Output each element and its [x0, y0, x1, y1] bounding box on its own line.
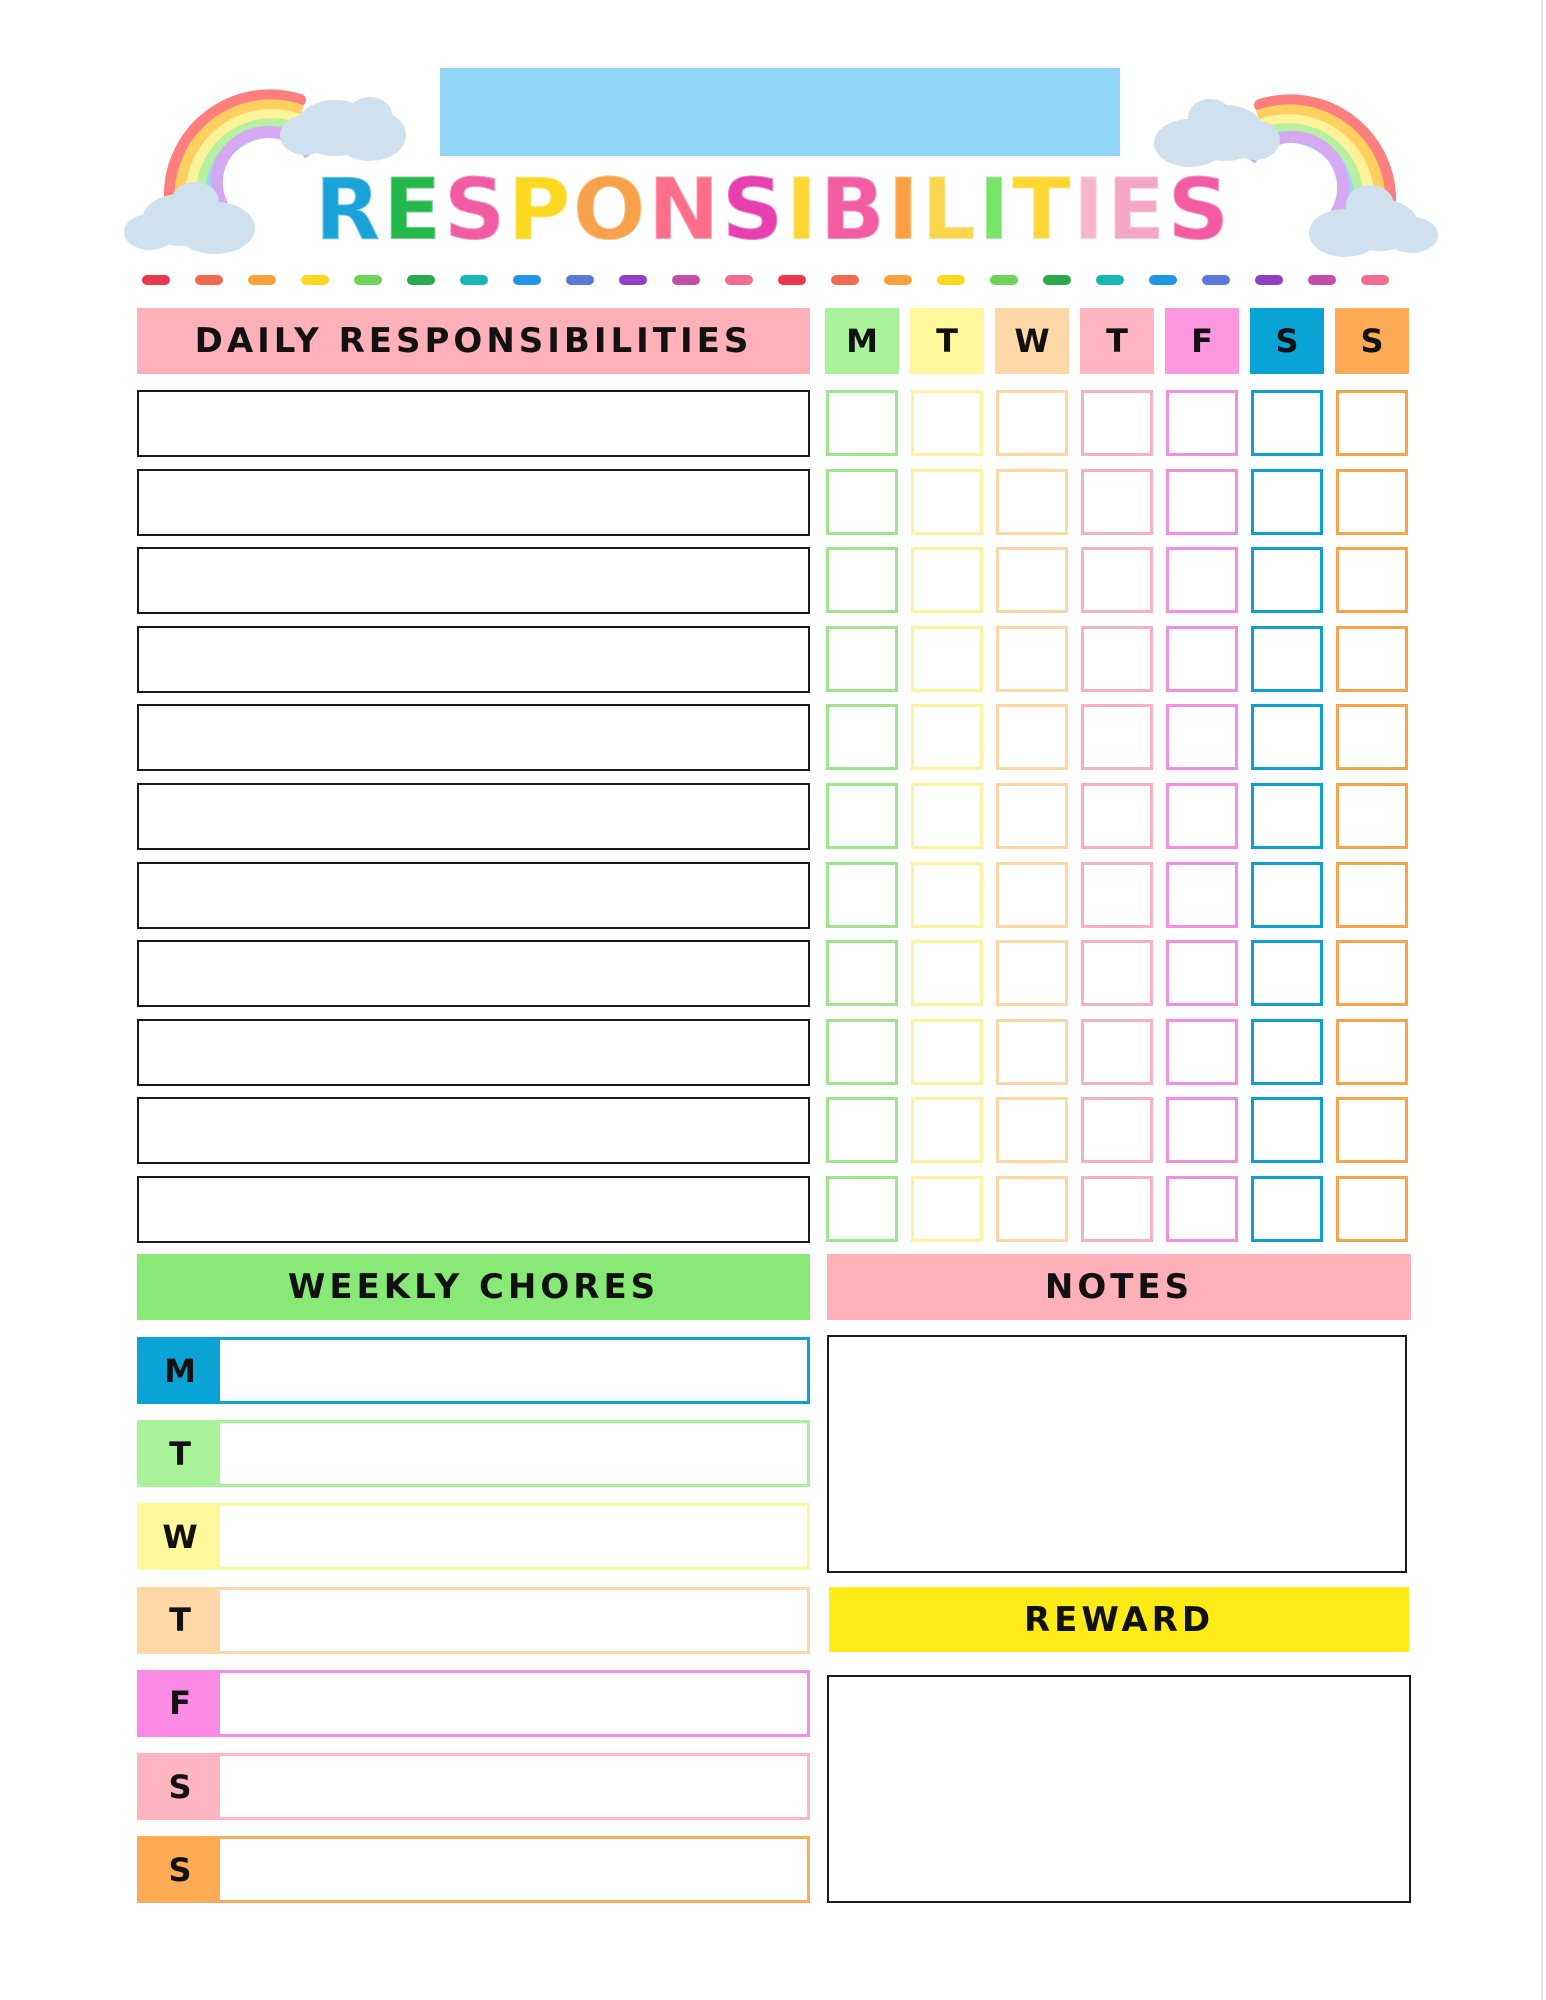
- day-header: F: [1165, 308, 1239, 374]
- day-checkbox[interactable]: [1251, 626, 1323, 692]
- page-edge-line: [1541, 0, 1543, 2000]
- title-letter: T: [1012, 160, 1073, 260]
- title-letter: E: [1106, 160, 1168, 260]
- dash-mark: [1149, 275, 1177, 285]
- dash-mark: [1308, 275, 1336, 285]
- day-checkbox[interactable]: [996, 469, 1068, 535]
- title-letter: I: [887, 160, 922, 260]
- day-checkbox[interactable]: [826, 469, 898, 535]
- day-checkbox[interactable]: [1166, 704, 1238, 770]
- dash-mark: [937, 275, 965, 285]
- day-checkbox[interactable]: [996, 390, 1068, 456]
- day-checkbox[interactable]: [1166, 862, 1238, 928]
- day-checkbox[interactable]: [996, 1097, 1068, 1163]
- responsibility-field[interactable]: [137, 1176, 810, 1243]
- day-checkbox[interactable]: [1336, 390, 1408, 456]
- day-checkbox[interactable]: [1081, 783, 1153, 849]
- chore-row: [137, 1337, 810, 1404]
- responsibility-field[interactable]: [137, 469, 810, 536]
- day-checkbox[interactable]: [911, 862, 983, 928]
- reward-header: REWARD: [829, 1587, 1409, 1652]
- day-checkbox[interactable]: [1081, 1176, 1153, 1242]
- dash-mark: [248, 275, 276, 285]
- day-checkbox[interactable]: [1251, 783, 1323, 849]
- day-checkbox[interactable]: [911, 1019, 983, 1085]
- responsibility-field[interactable]: [137, 940, 810, 1007]
- responsibility-field[interactable]: [137, 704, 810, 771]
- chore-row: [137, 1753, 810, 1820]
- chore-row: [137, 1587, 810, 1654]
- chore-row: [137, 1670, 810, 1737]
- day-header: W: [995, 308, 1069, 374]
- dash-mark: [195, 275, 223, 285]
- day-checkbox[interactable]: [1081, 704, 1153, 770]
- dash-mark: [301, 275, 329, 285]
- day-checkbox[interactable]: [1251, 940, 1323, 1006]
- dash-mark: [566, 275, 594, 285]
- dash-mark: [778, 275, 806, 285]
- day-checkbox[interactable]: [1081, 390, 1153, 456]
- day-checkbox[interactable]: [1166, 1019, 1238, 1085]
- day-checkbox[interactable]: [1081, 626, 1153, 692]
- day-header: S: [1335, 308, 1409, 374]
- day-checkbox[interactable]: [1166, 783, 1238, 849]
- day-checkbox[interactable]: [1251, 1097, 1323, 1163]
- day-checkbox[interactable]: [996, 940, 1068, 1006]
- day-checkbox[interactable]: [911, 783, 983, 849]
- dash-mark: [884, 275, 912, 285]
- responsibility-field[interactable]: [137, 783, 810, 850]
- day-checkbox[interactable]: [996, 547, 1068, 613]
- day-checkbox[interactable]: [1336, 626, 1408, 692]
- title-letter: S: [443, 160, 508, 260]
- day-checkbox[interactable]: [1336, 1019, 1408, 1085]
- day-checkbox[interactable]: [1081, 1019, 1153, 1085]
- day-checkbox[interactable]: [826, 626, 898, 692]
- chore-day-label: M: [140, 1340, 220, 1401]
- notes-header: NOTES: [827, 1254, 1411, 1320]
- day-checkbox[interactable]: [1081, 469, 1153, 535]
- chore-day-label: T: [140, 1423, 220, 1484]
- notes-field[interactable]: [827, 1335, 1407, 1573]
- responsibility-field[interactable]: [137, 547, 810, 614]
- chore-day-label: S: [140, 1756, 220, 1817]
- title-letter: P: [507, 160, 573, 260]
- chore-field[interactable]: [220, 1340, 807, 1401]
- chore-day-label: T: [140, 1590, 220, 1651]
- title-letter: O: [572, 160, 648, 260]
- dash-mark: [460, 275, 488, 285]
- day-checkbox[interactable]: [1166, 469, 1238, 535]
- day-checkbox[interactable]: [1336, 862, 1408, 928]
- title-letter: S: [721, 160, 786, 260]
- chore-day-label: S: [140, 1839, 220, 1900]
- title-letter: E: [382, 160, 444, 260]
- day-checkbox[interactable]: [996, 783, 1068, 849]
- day-checkbox[interactable]: [996, 1176, 1068, 1242]
- day-checkbox[interactable]: [1081, 940, 1153, 1006]
- day-checkbox[interactable]: [911, 704, 983, 770]
- day-checkbox[interactable]: [1081, 1097, 1153, 1163]
- day-checkbox[interactable]: [1251, 1019, 1323, 1085]
- day-checkbox[interactable]: [826, 1176, 898, 1242]
- dash-mark: [619, 275, 647, 285]
- chore-field[interactable]: [220, 1673, 807, 1734]
- day-checkbox[interactable]: [996, 704, 1068, 770]
- chore-row: [137, 1420, 810, 1487]
- dash-mark: [142, 275, 170, 285]
- title-letter: L: [921, 160, 978, 260]
- dash-divider: [0, 270, 1546, 290]
- day-checkbox[interactable]: [826, 1097, 898, 1163]
- day-checkbox[interactable]: [826, 862, 898, 928]
- day-checkbox[interactable]: [1251, 547, 1323, 613]
- dash-mark: [672, 275, 700, 285]
- daily-responsibilities-header: DAILY RESPONSIBILITIES: [137, 308, 810, 374]
- title-letter: N: [647, 160, 722, 260]
- chore-day-label: W: [140, 1506, 220, 1567]
- day-header: S: [1250, 308, 1324, 374]
- title-letter: B: [819, 160, 888, 260]
- day-checkbox[interactable]: [1336, 547, 1408, 613]
- chore-field[interactable]: [220, 1506, 807, 1567]
- weekly-chores-header: WEEKLY CHORES: [137, 1254, 810, 1320]
- day-checkbox[interactable]: [826, 390, 898, 456]
- day-checkbox[interactable]: [1081, 547, 1153, 613]
- day-checkbox[interactable]: [826, 783, 898, 849]
- chore-field[interactable]: [220, 1839, 807, 1900]
- day-checkbox[interactable]: [826, 547, 898, 613]
- chore-field[interactable]: [220, 1756, 807, 1817]
- chore-row: [137, 1503, 810, 1570]
- name-banner: [440, 68, 1120, 156]
- day-checkbox[interactable]: [1251, 1176, 1323, 1242]
- dash-mark: [725, 275, 753, 285]
- responsibility-field[interactable]: [137, 626, 810, 693]
- day-checkbox[interactable]: [996, 626, 1068, 692]
- dash-mark: [513, 275, 541, 285]
- day-header: M: [825, 308, 899, 374]
- day-checkbox[interactable]: [826, 940, 898, 1006]
- dash-mark: [990, 275, 1018, 285]
- chore-field[interactable]: [220, 1590, 807, 1651]
- dash-mark: [1096, 275, 1124, 285]
- day-checkbox[interactable]: [911, 547, 983, 613]
- day-checkbox[interactable]: [1336, 1097, 1408, 1163]
- responsibility-field[interactable]: [137, 1019, 810, 1086]
- day-checkbox[interactable]: [1251, 469, 1323, 535]
- day-checkbox[interactable]: [1166, 940, 1238, 1006]
- chore-field[interactable]: [220, 1423, 807, 1484]
- reward-field[interactable]: [827, 1675, 1411, 1903]
- day-checkbox[interactable]: [1336, 783, 1408, 849]
- title-letter: I: [978, 160, 1012, 260]
- day-checkbox[interactable]: [1166, 1097, 1238, 1163]
- day-checkbox[interactable]: [1336, 1176, 1408, 1242]
- day-checkbox[interactable]: [826, 704, 898, 770]
- day-checkbox[interactable]: [1251, 704, 1323, 770]
- day-checkbox[interactable]: [911, 1176, 983, 1242]
- responsibility-field[interactable]: [137, 390, 810, 457]
- responsibility-field[interactable]: [137, 1097, 810, 1164]
- day-checkbox[interactable]: [911, 469, 983, 535]
- title-letter: S: [1167, 160, 1232, 260]
- day-checkbox[interactable]: [911, 626, 983, 692]
- dash-mark: [1043, 275, 1071, 285]
- day-checkbox[interactable]: [911, 390, 983, 456]
- chore-day-label: F: [140, 1673, 220, 1734]
- day-checkbox[interactable]: [1251, 862, 1323, 928]
- dash-mark: [354, 275, 382, 285]
- day-checkbox[interactable]: [1166, 626, 1238, 692]
- day-checkbox[interactable]: [911, 940, 983, 1006]
- day-header: T: [910, 308, 984, 374]
- day-checkbox[interactable]: [1166, 390, 1238, 456]
- day-checkbox[interactable]: [1336, 940, 1408, 1006]
- day-checkbox[interactable]: [996, 1019, 1068, 1085]
- title-letter: I: [785, 160, 820, 260]
- responsibility-field[interactable]: [137, 862, 810, 929]
- day-header: T: [1080, 308, 1154, 374]
- dash-mark: [1202, 275, 1230, 285]
- dash-mark: [1255, 275, 1283, 285]
- day-checkbox[interactable]: [826, 1019, 898, 1085]
- day-checkbox[interactable]: [911, 1097, 983, 1163]
- day-checkbox[interactable]: [1166, 547, 1238, 613]
- day-checkbox[interactable]: [1251, 390, 1323, 456]
- day-checkbox[interactable]: [996, 862, 1068, 928]
- title-letter: I: [1072, 160, 1107, 260]
- dash-mark: [831, 275, 859, 285]
- dash-mark: [407, 275, 435, 285]
- chore-row: [137, 1836, 810, 1903]
- title-letter: R: [314, 160, 383, 260]
- page-title: [300, 160, 1246, 260]
- day-checkbox[interactable]: [1336, 469, 1408, 535]
- day-checkbox[interactable]: [1336, 704, 1408, 770]
- dash-mark: [1361, 275, 1389, 285]
- day-checkbox[interactable]: [1166, 1176, 1238, 1242]
- day-checkbox[interactable]: [1081, 862, 1153, 928]
